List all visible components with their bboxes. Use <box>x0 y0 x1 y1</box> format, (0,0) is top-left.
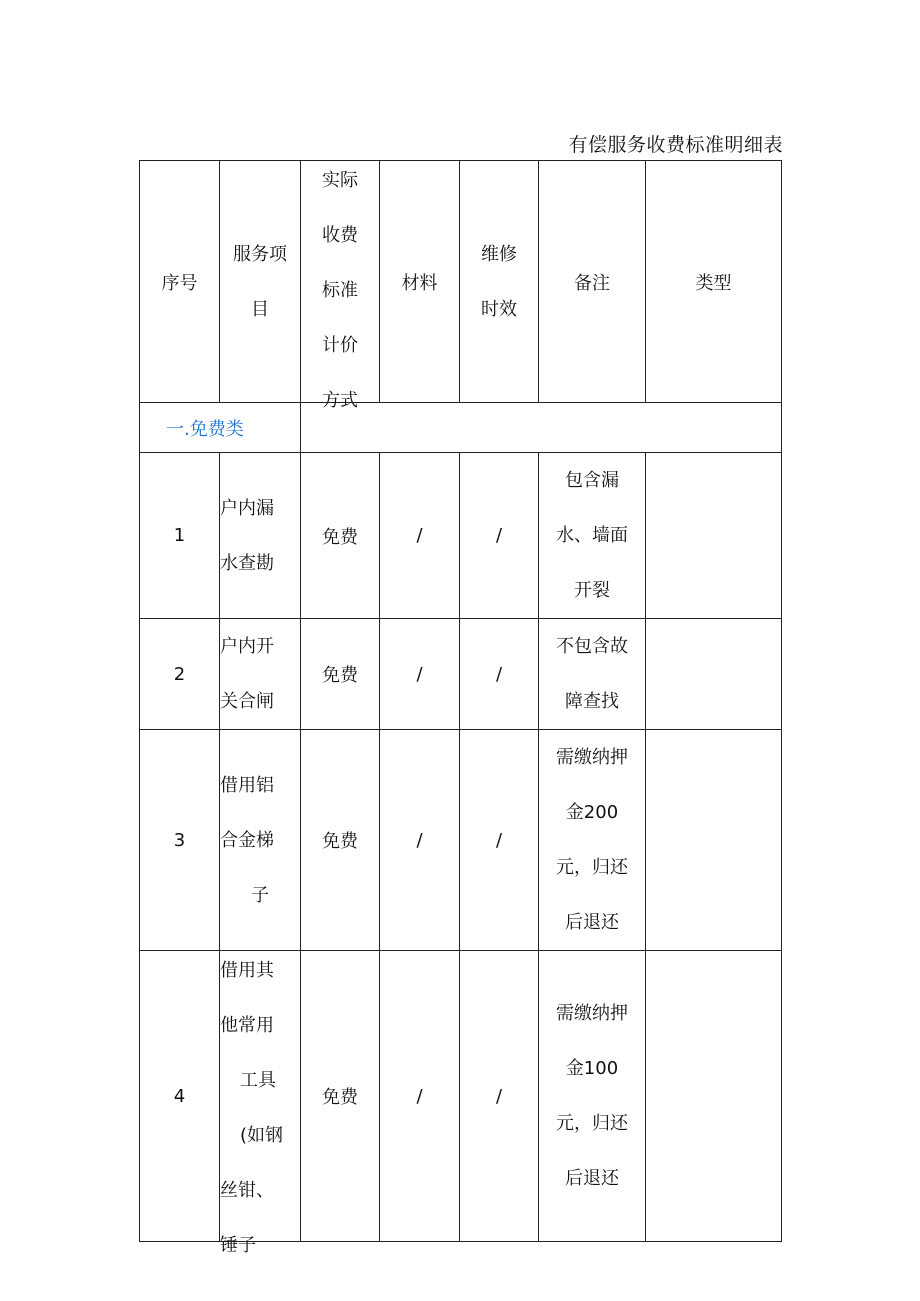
cell-note: 不包含故 障查找 <box>539 619 646 730</box>
table-row <box>140 453 782 619</box>
cell-time: / <box>460 619 539 730</box>
cell-price: 免费 <box>301 453 380 619</box>
section-row <box>140 403 782 453</box>
section-empty-cell <box>301 403 782 453</box>
cell-note: 需缴纳押 金100 元，归还 后退还 <box>539 951 646 1242</box>
cell-price: 免费 <box>301 951 380 1242</box>
cell-item: 户内漏 水查勘 <box>220 453 301 619</box>
table-row <box>140 619 782 730</box>
cell-material: / <box>380 730 460 951</box>
cell-item: 借用其 他常用 工具 (如钢 丝钳、 锤子 <box>220 951 301 1242</box>
section-label: 一.免费类 <box>166 418 244 440</box>
cell-time: / <box>460 951 539 1242</box>
cell-note: 包含漏 水、墙面 开裂 <box>539 453 646 619</box>
page-title: 有偿服务收费标准明细表 <box>568 134 783 156</box>
cell-price: 免费 <box>301 619 380 730</box>
header-time: 维修 时效 <box>460 161 539 403</box>
fee-table <box>139 160 782 1256</box>
cell-seq: 1 <box>140 453 220 619</box>
cell-material: / <box>380 951 460 1242</box>
cell-time: / <box>460 453 539 619</box>
cell-type <box>646 951 782 1242</box>
table-row <box>140 951 782 1242</box>
cell-note: 需缴纳押 金200 元，归还 后退还 <box>539 730 646 951</box>
header-type: 类型 <box>646 161 782 403</box>
cell-item: 户内开 关合闸 <box>220 619 301 730</box>
cell-type <box>646 730 782 951</box>
header-row <box>140 161 782 403</box>
section-label-cell <box>140 403 301 453</box>
cell-type <box>646 453 782 619</box>
header-item: 服务项 目 <box>220 161 301 403</box>
cell-seq: 4 <box>140 951 220 1242</box>
header-price: 实际 收费 标准 计价 方式 <box>301 161 380 403</box>
cell-seq: 2 <box>140 619 220 730</box>
cell-price: 免费 <box>301 730 380 951</box>
table-row <box>140 730 782 951</box>
cell-material: / <box>380 619 460 730</box>
header-seq: 序号 <box>140 161 220 403</box>
header-note: 备注 <box>539 161 646 403</box>
cell-seq: 3 <box>140 730 220 951</box>
header-material: 材料 <box>380 161 460 403</box>
cell-item: 借用铝 合金梯 子 <box>220 730 301 951</box>
cell-time: / <box>460 730 539 951</box>
cell-material: / <box>380 453 460 619</box>
cell-type <box>646 619 782 730</box>
